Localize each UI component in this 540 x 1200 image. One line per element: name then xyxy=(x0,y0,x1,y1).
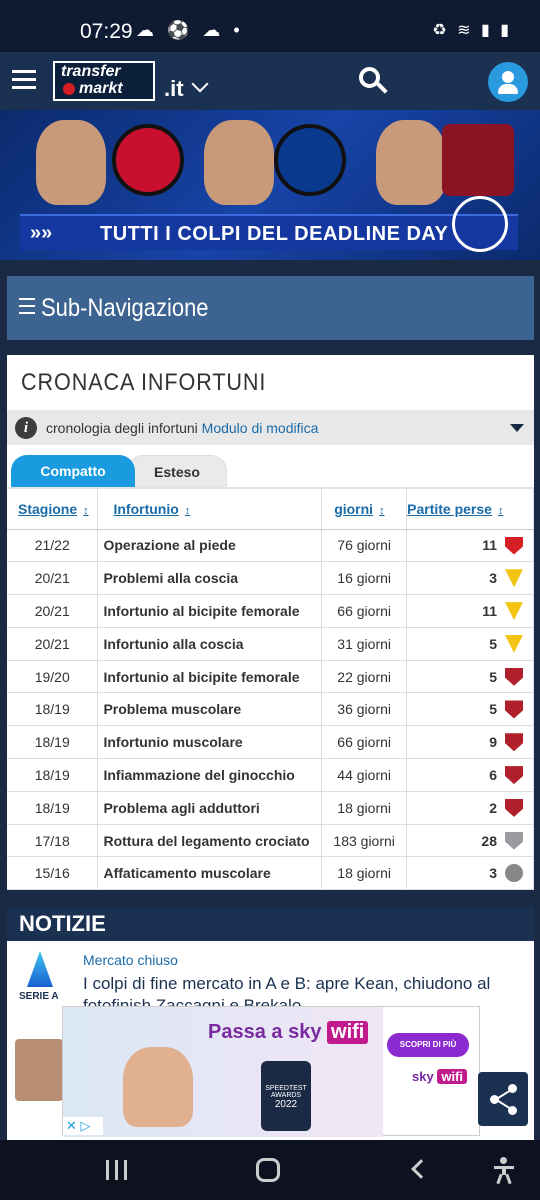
cell-injury xyxy=(98,660,322,693)
club-crest-icon[interactable] xyxy=(505,832,523,850)
card-title: CRONACA INFORTUNI xyxy=(21,369,267,396)
notification-icons: ☁ ⚽ ☁ • xyxy=(136,20,244,40)
club-crest-icon[interactable] xyxy=(505,569,523,587)
cell-days-value: 18 giorni xyxy=(337,799,391,816)
cell-games-missed-value: 6 xyxy=(489,766,497,783)
info-text xyxy=(46,420,318,436)
cell-injury xyxy=(98,562,322,595)
cell-season xyxy=(7,627,98,660)
ad-wifi-label: wifi xyxy=(437,1069,467,1084)
cell-season xyxy=(7,693,98,726)
cell-season xyxy=(7,791,98,824)
cell-season-value: 18/19 xyxy=(34,701,70,718)
cell-season-value: 18/19 xyxy=(34,766,70,783)
cell-games-missed xyxy=(407,857,534,890)
tab-extended[interactable]: Esteso xyxy=(127,455,227,487)
cell-season xyxy=(7,595,98,628)
table-row xyxy=(7,627,534,660)
cell-days-value: 183 giorni xyxy=(333,832,395,849)
recent-apps-icon[interactable] xyxy=(106,1160,128,1180)
cell-games-missed xyxy=(407,726,534,759)
cell-days xyxy=(322,857,407,890)
site-header xyxy=(0,52,540,110)
cell-days xyxy=(322,824,407,857)
search-icon[interactable] xyxy=(359,67,387,95)
serie-a-logo-icon xyxy=(15,949,65,1013)
cell-days xyxy=(322,529,407,562)
logo-line1: transfer xyxy=(61,63,121,80)
cell-injury xyxy=(98,595,322,628)
banner-headline-strip xyxy=(20,214,518,250)
cell-injury-value: Infortunio al bicipite femorale xyxy=(103,668,300,685)
cell-injury-value: Infiammazione del ginocchio xyxy=(103,766,295,783)
cell-injury xyxy=(98,627,322,660)
view-tabs xyxy=(7,453,534,489)
cell-days-value: 66 giorni xyxy=(337,734,391,751)
column-injury[interactable] xyxy=(98,489,322,529)
status-bar xyxy=(0,0,540,52)
cell-games-missed-value: 2 xyxy=(489,799,497,816)
share-icon[interactable] xyxy=(478,1072,528,1126)
list-icon xyxy=(19,298,35,314)
cell-injury-value: Infortunio muscolare xyxy=(103,734,243,751)
sort-icon: ↕ xyxy=(497,504,504,517)
cell-season xyxy=(7,824,98,857)
cell-days xyxy=(322,791,407,824)
ad-cta-button[interactable]: SCOPRI DI PIÙ xyxy=(387,1033,469,1057)
sort-icon: ↕ xyxy=(83,504,89,517)
cell-season xyxy=(7,857,98,890)
info-description: cronologia degli infortuni xyxy=(46,420,198,436)
user-account-icon[interactable] xyxy=(488,62,528,102)
award-year: 2022 xyxy=(274,1099,298,1110)
column-season[interactable] xyxy=(7,489,98,529)
club-crest-icon[interactable] xyxy=(505,537,523,555)
club-crest-icon[interactable] xyxy=(505,864,523,882)
cell-days-value: 16 giorni xyxy=(337,570,391,587)
cell-days-value: 66 giorni xyxy=(337,602,391,619)
cell-injury xyxy=(98,824,322,857)
cell-injury xyxy=(98,791,322,824)
sub-navigation-label: Sub-Navigazione xyxy=(41,294,209,322)
cell-season-value: 17/18 xyxy=(34,832,70,849)
column-days-label: giorni xyxy=(334,500,374,517)
cell-season-value: 18/19 xyxy=(34,799,70,816)
cell-season xyxy=(7,562,98,595)
cell-days xyxy=(322,693,407,726)
cell-games-missed-value: 11 xyxy=(482,602,497,619)
cell-injury xyxy=(98,759,322,792)
cell-days-value: 36 giorni xyxy=(337,701,391,718)
chevron-down-icon[interactable] xyxy=(192,76,209,93)
ad-person-image xyxy=(123,1047,193,1127)
ad-sky-wifi-logo xyxy=(412,1069,467,1084)
caret-down-icon[interactable] xyxy=(510,424,524,432)
cell-days xyxy=(322,627,407,660)
ad-brand: sky xyxy=(288,1021,322,1043)
club-crest-icon[interactable] xyxy=(505,700,523,718)
table-row xyxy=(7,660,534,693)
cell-games-missed-value: 3 xyxy=(489,570,497,587)
column-injury-label: Infortunio xyxy=(113,500,179,517)
player-photo xyxy=(204,120,274,205)
table-row xyxy=(7,791,534,824)
cell-injury-value: Infortunio al bicipite femorale xyxy=(103,602,300,619)
cell-injury-value: Affaticamento muscolare xyxy=(103,865,271,882)
cell-games-missed xyxy=(407,791,534,824)
table-row xyxy=(7,562,534,595)
accessibility-icon[interactable] xyxy=(492,1157,516,1183)
cell-season-value: 21/22 xyxy=(34,537,70,554)
cell-days xyxy=(322,726,407,759)
cell-games-missed-value: 11 xyxy=(482,537,497,554)
news-thumbnail[interactable] xyxy=(15,1039,63,1101)
cell-injury-value: Rottura del legamento crociato xyxy=(103,832,310,849)
ad-title-prefix: Passa a xyxy=(208,1021,283,1043)
speedtest-award-badge xyxy=(261,1061,311,1131)
column-games-missed[interactable] xyxy=(407,489,534,529)
info-icon: i xyxy=(15,417,37,439)
cell-injury xyxy=(98,529,322,562)
cell-season-value: 20/21 xyxy=(34,635,70,652)
club-crest-icon[interactable] xyxy=(505,668,523,686)
ad-wifi-badge: wifi xyxy=(327,1021,368,1044)
news-heading: NOTIZIE xyxy=(7,907,534,941)
arrows-icon: »» xyxy=(30,222,53,244)
cell-season-value: 15/16 xyxy=(34,865,70,882)
cell-games-missed xyxy=(407,693,534,726)
cell-days-value: 44 giorni xyxy=(337,766,391,783)
column-days[interactable] xyxy=(322,489,407,529)
cell-games-missed xyxy=(407,824,534,857)
cell-games-missed-value: 28 xyxy=(481,832,497,849)
ad-creative xyxy=(63,1007,383,1137)
ac-milan-crest-icon xyxy=(112,124,184,196)
sort-icon: ↕ xyxy=(184,504,191,517)
table-header-row xyxy=(7,489,534,529)
club-crest-icon[interactable] xyxy=(505,602,523,620)
club-crest-icon[interactable] xyxy=(505,635,523,653)
transfermarkt-logo[interactable] xyxy=(53,61,155,101)
cell-games-missed xyxy=(407,759,534,792)
cell-days xyxy=(322,660,407,693)
cell-games-missed xyxy=(407,595,534,628)
ad-sky-label: sky xyxy=(412,1069,434,1084)
inter-crest-icon xyxy=(274,124,346,196)
cell-days xyxy=(322,562,407,595)
transfer-logo-icon xyxy=(452,196,508,252)
banner-headline: TUTTI I COLPI DEL DEADLINE DAY xyxy=(100,223,449,245)
news-kicker[interactable]: Mercato chiuso xyxy=(83,952,178,968)
cell-games-missed xyxy=(407,627,534,660)
injury-table-body xyxy=(7,529,534,890)
cell-games-missed-value: 5 xyxy=(489,701,497,718)
injury-table xyxy=(7,489,534,890)
cell-days-value: 18 giorni xyxy=(337,865,391,882)
cell-days-value: 76 giorni xyxy=(337,537,391,554)
cell-season-value: 20/21 xyxy=(34,570,70,587)
column-season-label: Stagione xyxy=(18,500,78,517)
award-label: SPEEDTEST AWARDS xyxy=(265,1085,307,1099)
cell-days-value: 22 giorni xyxy=(337,668,391,685)
salernitana-crest-icon xyxy=(442,124,514,196)
player-photo xyxy=(36,120,106,205)
system-icons: ♻ ≋ ▮ ▮ xyxy=(432,22,512,39)
cell-games-missed xyxy=(407,660,534,693)
tab-compact[interactable]: Compatto xyxy=(11,455,135,487)
system-navigation-bar xyxy=(0,1140,540,1200)
cell-games-missed-value: 5 xyxy=(489,668,497,685)
table-row xyxy=(7,857,534,890)
cell-games-missed-value: 5 xyxy=(489,635,497,652)
cell-injury xyxy=(98,726,322,759)
sort-icon: ↕ xyxy=(379,504,385,517)
cell-season-value: 18/19 xyxy=(34,734,70,751)
advertisement[interactable] xyxy=(62,1006,480,1136)
cell-injury xyxy=(98,693,322,726)
status-time: 07:29 xyxy=(80,20,133,43)
logo-line2: markt xyxy=(79,80,123,97)
cell-games-missed xyxy=(407,562,534,595)
news-title[interactable]: I colpi di fine mercato in A e B: apre Kean, chiudono al xyxy=(83,974,491,993)
back-icon[interactable] xyxy=(411,1159,431,1179)
cell-season xyxy=(7,759,98,792)
serie-a-logo-text: SERIE A xyxy=(19,991,59,1002)
cell-days xyxy=(322,595,407,628)
cell-games-missed-value: 9 xyxy=(489,734,497,751)
menu-icon[interactable] xyxy=(12,70,36,90)
cell-injury-value: Problemi alla coscia xyxy=(103,570,239,587)
column-games-label: Partite perse xyxy=(407,500,492,517)
table-row xyxy=(7,824,534,857)
edit-form-link[interactable]: Modulo di modifica xyxy=(201,420,319,436)
injury-history-card xyxy=(7,355,534,890)
club-crest-icon[interactable] xyxy=(505,766,523,784)
cell-games-missed xyxy=(407,529,534,562)
cell-season xyxy=(7,529,98,562)
sub-navigation[interactable] xyxy=(7,276,534,340)
info-row[interactable] xyxy=(7,410,534,445)
cell-season-value: 20/21 xyxy=(34,602,70,619)
ad-close-icon[interactable]: ✕ ▷ xyxy=(63,1117,103,1135)
player-photo xyxy=(376,120,446,205)
table-row xyxy=(7,595,534,628)
table-row xyxy=(7,726,534,759)
club-crest-icon[interactable] xyxy=(505,733,523,751)
cell-games-missed-value: 3 xyxy=(489,865,497,882)
cell-days xyxy=(322,759,407,792)
home-icon[interactable] xyxy=(256,1158,280,1182)
cell-season xyxy=(7,726,98,759)
logo-ball-icon xyxy=(63,83,75,95)
cell-injury-value: Operazione al piede xyxy=(103,537,236,554)
cell-days-value: 31 giorni xyxy=(337,635,391,652)
domain-selector[interactable]: .it xyxy=(164,76,184,101)
cell-season-value: 19/20 xyxy=(34,668,70,685)
cell-injury xyxy=(98,857,322,890)
cell-season xyxy=(7,660,98,693)
ad-title xyxy=(208,1021,368,1044)
table-row xyxy=(7,693,534,726)
cell-injury-value: Problema muscolare xyxy=(103,701,242,718)
club-crest-icon[interactable] xyxy=(505,799,523,817)
table-row xyxy=(7,529,534,562)
cell-injury-value: Infortunio alla coscia xyxy=(103,635,244,652)
cell-injury-value: Problema agli adduttori xyxy=(103,799,260,816)
table-row xyxy=(7,759,534,792)
